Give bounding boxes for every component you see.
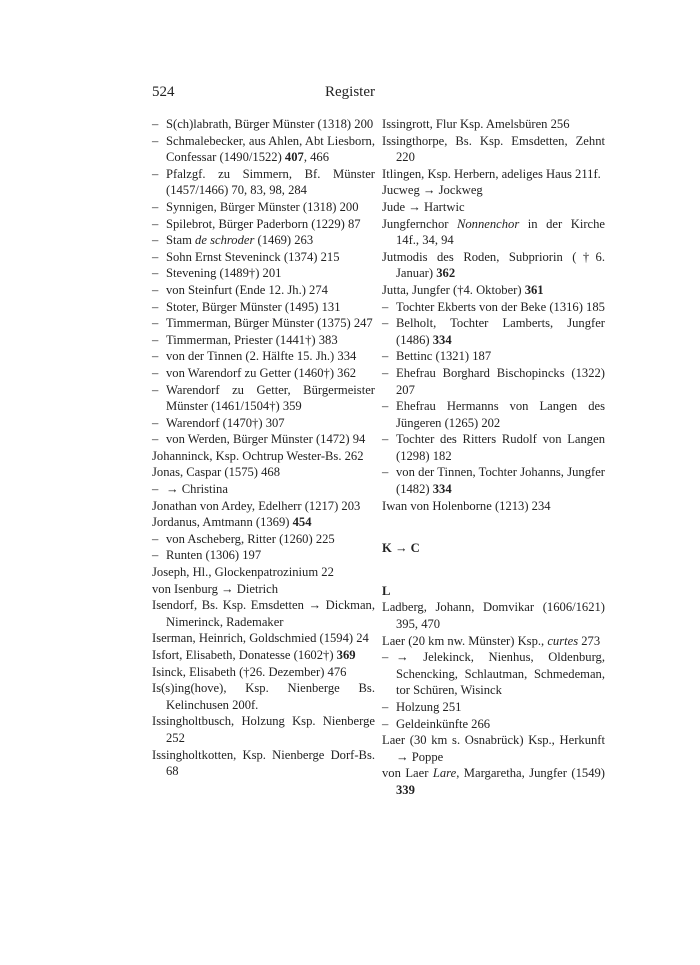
index-subentry: – von der Tinnen (2. Hälfte 15. Jh.) 334 xyxy=(152,348,375,365)
index-subentry: – Ehefrau Hermanns von Langen des Jüngeren (1265) 202 xyxy=(382,398,605,431)
index-subentry: – von der Tinnen, Tochter Johanns, Jungfer (1482) 334 xyxy=(382,464,605,497)
index-subentry: – Ehefrau Borghard Bischopincks (1322) 207 xyxy=(382,365,605,398)
index-subentry: – Holzung 251 xyxy=(382,699,605,716)
index-subentry: – Geldeinkünfte 266 xyxy=(382,716,605,733)
index-subentry: – Stam de schroder (1469) 263 xyxy=(152,232,375,249)
index-entry: Jonathan von Ardey, Edelherr (1217) 203 xyxy=(152,498,361,513)
index-entry: Issingrott, Flur Ksp. Amelsbüren 256 xyxy=(382,117,570,131)
index-entry: Is(s)ing(hove), Ksp. Nienberge Bs. Kelinchusen 200f. xyxy=(152,681,375,712)
index-subentry: – Sohn Ernst Steveninck (1374) 215 xyxy=(152,249,375,266)
index-subentry: – → Jelekinck, Nienhus, Oldenburg, Schencking, Schlautman, Schmedeman, tor Schüren, Wisinck xyxy=(382,649,605,699)
index-subentry: – Timmerman, Priester (1441†) 383 xyxy=(152,332,375,349)
index-subentry: – von Werden, Bürger Münster (1472) 94 xyxy=(152,431,375,448)
index-entry: Jucweg → Jockweg xyxy=(382,183,483,198)
index-subentry: – S(ch)labrath, Bürger Münster (1318) 200 xyxy=(152,116,375,133)
index-entry: Itlingen, Ksp. Herbern, adeliges Haus 211f. xyxy=(382,166,601,181)
index-entry: Laer (20 km nw. Münster) Ksp., curtes 273 xyxy=(382,633,601,648)
index-entry: Laer (30 km s. Osnabrück) Ksp., Herkunft → Poppe xyxy=(382,733,605,764)
index-subentry: – von Warendorf zu Getter (1460†) 362 xyxy=(152,365,375,382)
section-heading-l: L xyxy=(382,583,391,598)
index-subentry: – Synnigen, Bürger Münster (1318) 200 xyxy=(152,199,375,216)
index-subentry: – Tochter Ekberts von der Beke (1316) 185 xyxy=(382,299,605,316)
index-subentry: – Tochter des Ritters Rudolf von Langen (1298) 182 xyxy=(382,431,605,464)
running-head: Register xyxy=(325,84,375,100)
index-entry: Issingthorpe, Bs. Ksp. Emsdetten, Zehnt 220 xyxy=(382,133,605,165)
index-entry: Jutta, Jungfer (†4. Oktober) 361 xyxy=(382,282,544,297)
section-heading-k: K → C xyxy=(382,541,420,556)
index-column-right xyxy=(382,116,605,799)
index-entry: Iserman, Heinrich, Goldschmied (1594) 24 xyxy=(152,631,369,646)
index-subentry: – Warendorf zu Getter, Bürgermeister Münster (1461/1504†) 359 xyxy=(152,382,375,415)
index-subentry: – Warendorf (1470†) 307 xyxy=(152,415,375,432)
index-subentry: – Schmalebecker, aus Ahlen, Abt Liesborn, Confessar (1490/1522) 407, 466 xyxy=(152,133,375,166)
index-subentry: – von Ascheberg, Ritter (1260) 225 xyxy=(152,531,375,548)
index-entry: Isinck, Elisabeth (†26. Dezember) 476 xyxy=(152,664,347,679)
index-subentry: – Runten (1306) 197 xyxy=(152,547,375,564)
index-subentry: – Stevening (1489†) 201 xyxy=(152,265,375,282)
index-entry: Isfort, Elisabeth, Donatesse (1602†) 369 xyxy=(152,648,356,662)
index-entry: Issingholtkotten, Ksp. Nienberge Dorf-Bs. 68 xyxy=(152,747,375,779)
index-entry: Jude → Hartwic xyxy=(382,199,465,214)
index-entry: Ladberg, Johann, Domvikar (1606/1621) 395, 470 xyxy=(382,600,605,632)
index-entry: Jungfernchor Nonnenchor in der Kirche 14f., 34, 94 xyxy=(382,216,605,248)
index-entry: Joseph, Hl., Glockenpatrozinium 22 xyxy=(152,565,334,580)
index-subentry: – Timmerman, Bürger Münster (1375) 247 xyxy=(152,315,375,332)
index-entries-j xyxy=(382,116,605,514)
index-entry: Issingholtbusch, Holzung Ksp. Nienberge 252 xyxy=(152,714,375,745)
index-entry: Iwan von Holenborne (1213) 234 xyxy=(382,498,551,513)
index-entry: Jonas, Caspar (1575) 468 xyxy=(152,465,281,480)
index-subentry: – Spilebrot, Bürger Paderborn (1229) 87 xyxy=(152,216,375,233)
index-entry: Johanninck, Ksp. Ochtrup Wester-Bs. 262 xyxy=(152,448,364,463)
index-entries-l xyxy=(382,599,605,798)
index-column-left xyxy=(152,116,375,780)
index-subentry: – Stoter, Bürger Münster (1495) 131 xyxy=(152,299,375,316)
page-number: 524 xyxy=(152,84,175,100)
index-subentry: – Belholt, Tochter Lamberts, Jungfer (1486) 334 xyxy=(382,315,605,348)
index-entry: Isendorf, Bs. Ksp. Emsdetten → Dickman, Nimerinck, Rademaker xyxy=(152,598,375,629)
index-subentry: – Pfalzgf. zu Simmern, Bf. Münster (1457/1466) 70, 83, 98, 284 xyxy=(152,166,375,199)
index-entry: von Isenburg → Dietrich xyxy=(152,581,279,596)
index-subentry: – Bettinc (1321) 187 xyxy=(382,348,605,365)
index-subentry: – → Christina xyxy=(152,481,375,498)
index-entry: Jordanus, Amtmann (1369) 454 xyxy=(152,515,312,530)
index-subentry: – von Steinfurt (Ende 12. Jh.) 274 xyxy=(152,282,375,299)
index-entry: von Laer Lare, Margaretha, Jungfer (1549) 339 xyxy=(382,766,605,797)
index-entry: Jutmodis des Roden, Subpriorin (†6. Januar) 362 xyxy=(382,249,605,281)
